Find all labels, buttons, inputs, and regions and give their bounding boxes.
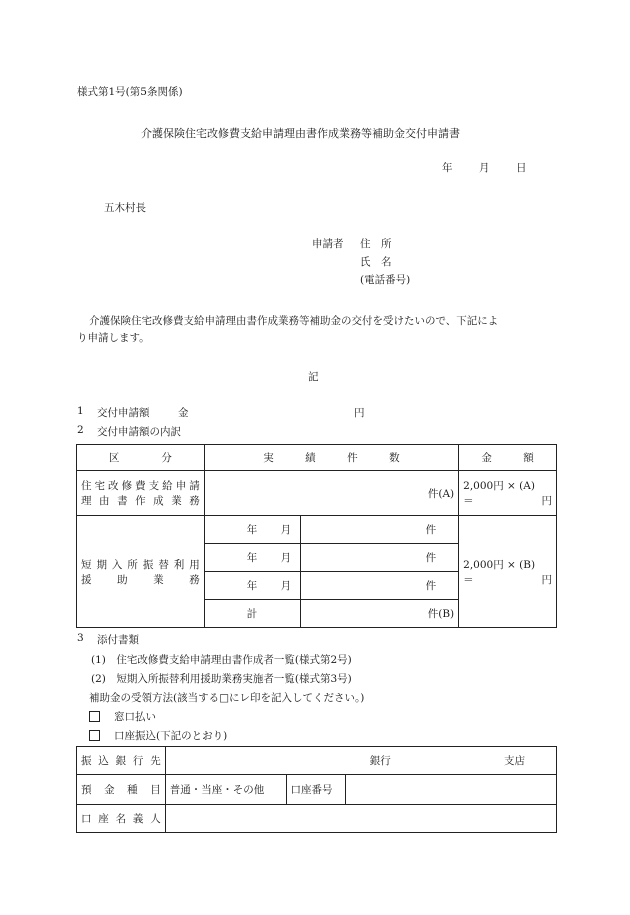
- form-number: 様式第1号(第5条関係): [77, 86, 183, 98]
- subrow-count[interactable]: [300, 572, 459, 600]
- subrow-month: 月: [280, 524, 292, 536]
- holder-label-cell: [77, 805, 166, 833]
- row1-count[interactable]: [204, 471, 458, 516]
- row1-amount-formula: 2,000円 × (A): [463, 480, 535, 492]
- row2-amount-yen: 円: [541, 573, 552, 586]
- subrow-count[interactable]: [300, 544, 459, 572]
- option-transfer-label: 口座振込(下記のとおり): [114, 730, 228, 742]
- holder-value[interactable]: [165, 805, 556, 833]
- row2-category: [77, 516, 205, 628]
- item1-kin: 金: [178, 407, 189, 419]
- branch-suffix: 支店: [504, 755, 526, 767]
- attachment-1: (1) 住宅改修費支給申請理由書作成者一覧(様式第2号): [91, 654, 352, 666]
- subrow-year: 年: [246, 580, 258, 592]
- bank-label-cell: [77, 747, 166, 775]
- bank-suffix: 銀行: [369, 755, 391, 767]
- subrow-period[interactable]: [204, 516, 300, 544]
- receipt-method: 補助金の受領方法(該当する□にレ印を記入してください。): [89, 692, 365, 704]
- total-count[interactable]: [300, 600, 459, 628]
- window-checkbox[interactable]: [89, 711, 100, 722]
- total-count-unit: 件(B): [427, 608, 455, 620]
- row2-category-line2: 援助業務: [81, 573, 200, 586]
- bank-table: [76, 746, 557, 833]
- addressee: 五木村長: [104, 202, 146, 214]
- bank-value[interactable]: [165, 747, 556, 775]
- row1-amount-yen: 円: [541, 495, 552, 507]
- header-amount: 金 額: [459, 445, 557, 471]
- bank-label: 振込銀行先: [81, 755, 161, 767]
- header-count: 実 績 件 数: [204, 445, 458, 471]
- row2-category-line1: 短期入所振替利用: [81, 558, 200, 571]
- row1-amount-equals: ＝: [463, 495, 474, 507]
- item3-number: 3: [77, 632, 84, 644]
- total-label: 計: [246, 608, 258, 620]
- item2-number: 2: [77, 424, 84, 436]
- row2-amount-equals: ＝: [463, 573, 474, 586]
- holder-label: 口座名義人: [81, 813, 161, 825]
- item1-label: 交付申請額: [97, 407, 150, 419]
- account-type-row: [77, 775, 557, 805]
- row2-amount[interactable]: [459, 516, 557, 628]
- applicant-name-label: 氏 名: [360, 256, 392, 268]
- subrow-count[interactable]: [300, 516, 459, 544]
- account-number-label: 口座番号: [286, 775, 346, 805]
- type-label: 預金種目: [81, 784, 161, 796]
- row1-count-unit: 件(A): [427, 487, 455, 500]
- subrow-year: 年: [246, 524, 258, 536]
- date-year: 年: [442, 162, 453, 174]
- applicant-label: 申請者: [312, 238, 344, 250]
- body-text-line1: 介護保険住宅改修費支給申請理由書作成業務等補助金の交付を受けたいので、下記によ: [89, 315, 499, 327]
- holder-row: [77, 805, 557, 833]
- subrow-year: 年: [246, 552, 258, 564]
- total-label-cell: [204, 600, 300, 628]
- subrow-count-unit: 件: [425, 580, 437, 592]
- item1-number: 1: [77, 405, 84, 417]
- subrow-count-unit: 件: [425, 524, 437, 536]
- item3-label: 添付書類: [97, 634, 139, 646]
- date-day: 日: [516, 162, 527, 174]
- row2-amount-formula: 2,000円 × (B): [463, 558, 536, 571]
- transfer-checkbox[interactable]: [89, 730, 100, 741]
- ki-heading: 記: [308, 371, 319, 383]
- item1-en: 円: [354, 407, 365, 419]
- row1-category-line1: 住宅改修費支給申請: [81, 480, 200, 492]
- subrow-count-unit: 件: [425, 552, 437, 564]
- body-text-line2: り申請します。: [77, 332, 150, 344]
- row1-amount[interactable]: [459, 471, 557, 516]
- date-month: 月: [479, 162, 490, 174]
- row1-category-line2: 理由書作成業務: [81, 495, 200, 507]
- applicant-phone-label: (電話番号): [360, 274, 411, 286]
- subrow-period[interactable]: [204, 572, 300, 600]
- document-title: 介護保険住宅改修費支給申請理由書作成業務等補助金交付申請書: [141, 127, 460, 140]
- breakdown-table: [76, 444, 557, 628]
- option-window-row: [89, 709, 156, 724]
- header-category: 区 分: [77, 445, 205, 471]
- attachment-2: (2) 短期入所振替利用援助業務実施者一覧(様式第3号): [91, 673, 352, 685]
- option-transfer-row: [89, 728, 227, 743]
- bank-row: [77, 747, 557, 775]
- item2-label: 交付申請額の内訳: [97, 426, 181, 438]
- type-label-cell: [77, 775, 166, 805]
- breakdown-row-housing: [77, 471, 557, 516]
- account-number-value[interactable]: [346, 775, 557, 805]
- row1-category: [77, 471, 205, 516]
- breakdown-header-row: [77, 445, 557, 471]
- subrow-month: 月: [280, 580, 292, 592]
- type-options[interactable]: 普通・当座・その他: [165, 775, 286, 805]
- breakdown-subrow: [77, 516, 557, 544]
- option-window-label: 窓口払い: [114, 711, 156, 723]
- subrow-month: 月: [280, 552, 292, 564]
- applicant-address-label: 住 所: [360, 238, 392, 250]
- subrow-period[interactable]: [204, 544, 300, 572]
